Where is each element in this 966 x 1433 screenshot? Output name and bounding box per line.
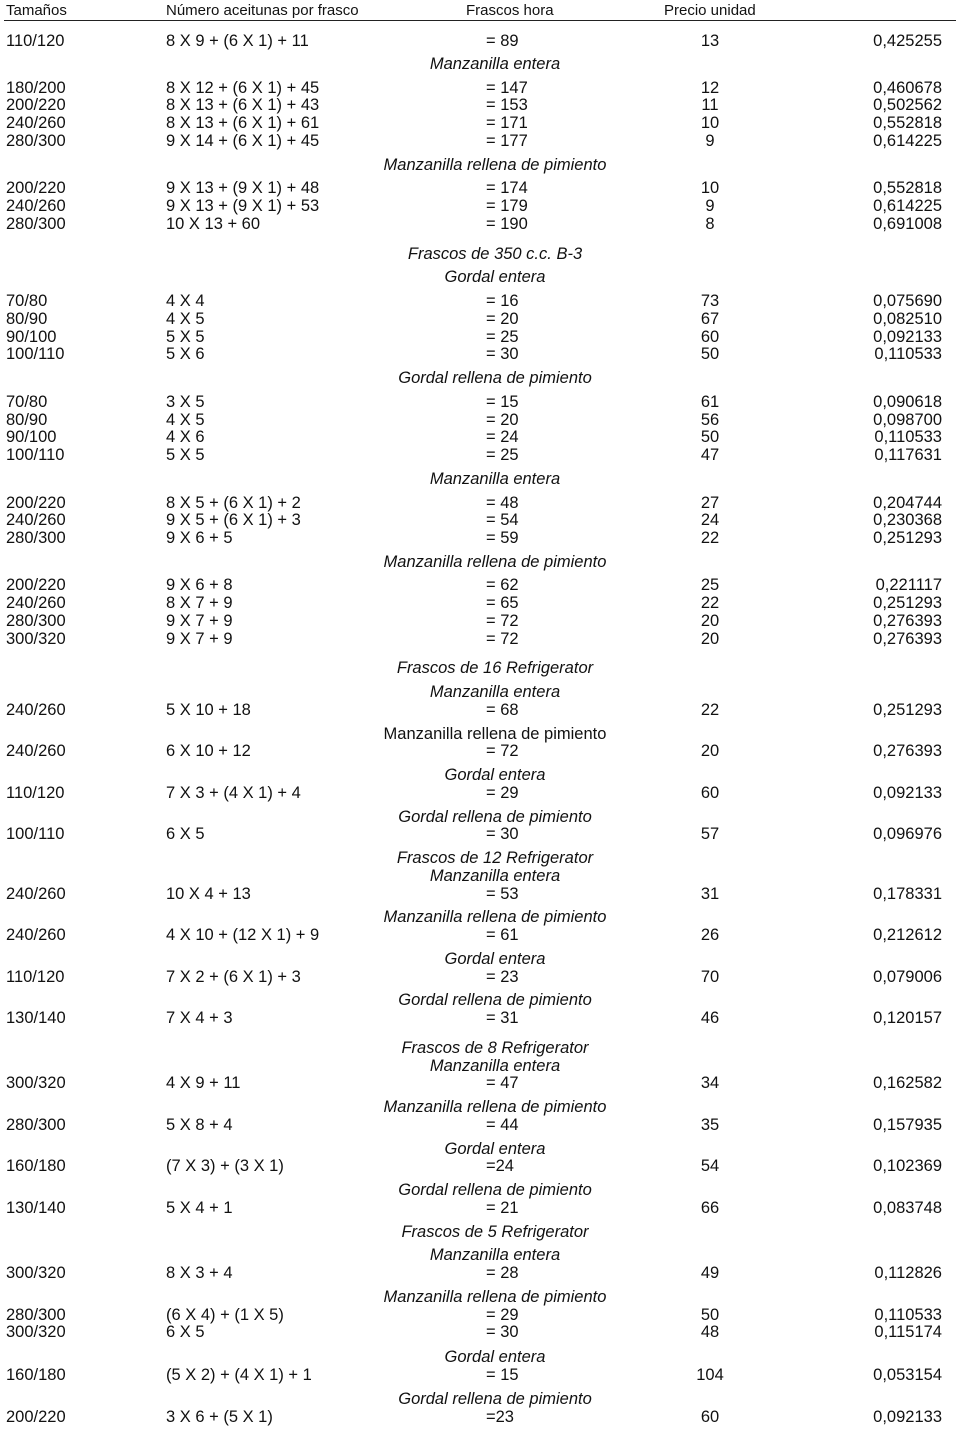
- table-row: [0, 576, 966, 594]
- cell-total: = 177: [486, 132, 528, 150]
- cell-price: 70: [700, 968, 720, 986]
- cell-unit-price: 0,425255: [873, 32, 942, 50]
- cell-unit-price: 0,204744: [873, 494, 942, 512]
- section-heading: Gordal entera: [444, 950, 546, 968]
- cell-unit-price: 0,083748: [873, 1199, 942, 1217]
- cell-formula: 5 X 5: [166, 328, 205, 346]
- cell-formula: 4 X 5: [166, 310, 205, 328]
- cell-unit-price: 0,090618: [873, 393, 942, 411]
- cell-formula: 5 X 8 + 4: [166, 1116, 233, 1134]
- section-heading: Frascos de 12 Refrigerator: [396, 849, 594, 867]
- cell-unit-price: 0,112826: [874, 1264, 942, 1282]
- cell-unit-price: 0,276393: [873, 612, 942, 630]
- cell-price: 22: [700, 529, 720, 547]
- table-row: [0, 1074, 966, 1092]
- cell-size: 200/220: [6, 96, 66, 114]
- cell-total: = 23: [486, 968, 519, 986]
- cell-size: 300/320: [6, 1074, 66, 1092]
- cell-unit-price: 0,230368: [873, 511, 942, 529]
- cell-total: = 30: [486, 1323, 519, 1341]
- cell-total: = 15: [486, 1366, 519, 1384]
- cell-formula: 7 X 2 + (6 X 1) + 3: [166, 968, 301, 986]
- cell-unit-price: 0,110533: [874, 345, 942, 363]
- cell-total: = 65: [486, 594, 519, 612]
- section-heading: Manzanilla rellena de pimiento: [383, 1098, 607, 1116]
- cell-size: 70/80: [6, 292, 48, 310]
- cell-formula: 4 X 5: [166, 411, 205, 429]
- table-row: [0, 1116, 966, 1134]
- cell-size: 110/120: [6, 784, 65, 802]
- cell-price: 104: [696, 1366, 724, 1384]
- cell-price: 50: [700, 1306, 720, 1324]
- cell-formula: 10 X 4 + 13: [166, 885, 251, 903]
- table-row: [0, 1264, 966, 1282]
- cell-price: 67: [700, 310, 720, 328]
- cell-unit-price: 0,276393: [873, 630, 942, 648]
- table-row: [0, 197, 966, 215]
- cell-formula: (7 X 3) + (3 X 1): [166, 1157, 284, 1175]
- cell-unit-price: 0,092133: [873, 1408, 942, 1426]
- cell-price: 13: [700, 32, 720, 50]
- table-row: [0, 393, 966, 411]
- cell-unit-price: 0,079006: [873, 968, 942, 986]
- cell-formula: 9 X 6 + 5: [166, 529, 233, 547]
- cell-total: = 54: [486, 511, 519, 529]
- cell-formula: 9 X 13 + (9 X 1) + 48: [166, 179, 320, 197]
- section-heading: Manzanilla entera: [429, 470, 561, 488]
- table-row: [0, 825, 966, 843]
- cell-total: = 31: [486, 1009, 519, 1027]
- cell-unit-price: 0,251293: [873, 701, 942, 719]
- cell-unit-price: 0,502562: [873, 96, 942, 114]
- section-heading: Manzanilla rellena de pimiento: [383, 725, 607, 743]
- table-row: [0, 345, 966, 363]
- cell-formula: 7 X 3 + (4 X 1) + 4: [166, 784, 301, 802]
- cell-formula: 9 X 7 + 9: [166, 630, 233, 648]
- table-row: [0, 1009, 966, 1027]
- cell-total: = 25: [486, 328, 519, 346]
- cell-size: 300/320: [6, 1323, 66, 1341]
- cell-total: = 48: [486, 494, 519, 512]
- section-heading: Gordal entera: [444, 1348, 546, 1366]
- section-heading: Manzanilla entera: [429, 683, 561, 701]
- section-heading: Manzanilla entera: [429, 867, 561, 885]
- cell-size: 100/110: [6, 825, 65, 843]
- cell-size: 70/80: [6, 393, 48, 411]
- cell-formula: 8 X 13 + (6 X 1) + 43: [166, 96, 320, 114]
- table-row: [0, 784, 966, 802]
- table-row: [0, 1366, 966, 1384]
- table-row: [0, 511, 966, 529]
- cell-formula: 8 X 3 + 4: [166, 1264, 233, 1282]
- cell-unit-price: 0,075690: [873, 292, 942, 310]
- cell-total: = 25: [486, 446, 519, 464]
- cell-price: 24: [700, 511, 720, 529]
- table-row: [0, 328, 966, 346]
- cell-price: 31: [700, 885, 720, 903]
- cell-unit-price: 0,120157: [873, 1009, 942, 1027]
- cell-total: = 20: [486, 310, 519, 328]
- cell-price: 46: [700, 1009, 720, 1027]
- section-heading: Frascos de 5 Refrigerator: [401, 1223, 589, 1241]
- table-row: [0, 926, 966, 944]
- cell-price: 35: [700, 1116, 720, 1134]
- cell-price: 10: [700, 179, 720, 197]
- cell-unit-price: 0,098700: [873, 411, 942, 429]
- cell-total: = 16: [486, 292, 519, 310]
- cell-price: 61: [700, 393, 720, 411]
- cell-size: 200/220: [6, 179, 66, 197]
- header-sizes: Tamaños: [6, 2, 67, 19]
- cell-price: 11: [701, 96, 719, 114]
- cell-total: = 179: [486, 197, 528, 215]
- cell-size: 280/300: [6, 529, 66, 547]
- table-row: [0, 630, 966, 648]
- cell-size: 160/180: [6, 1157, 66, 1175]
- cell-unit-price: 0,460678: [873, 79, 942, 97]
- cell-price: 49: [700, 1264, 720, 1282]
- cell-total: =23: [486, 1408, 514, 1426]
- cell-unit-price: 0,110533: [874, 1306, 942, 1324]
- section-heading: Gordal rellena de pimiento: [398, 991, 592, 1009]
- cell-total: = 153: [486, 96, 528, 114]
- cell-price: 54: [700, 1157, 720, 1175]
- cell-formula: 8 X 7 + 9: [166, 594, 233, 612]
- cell-unit-price: 0,115174: [874, 1323, 942, 1341]
- cell-price: 60: [700, 1408, 720, 1426]
- table-row: [0, 411, 966, 429]
- cell-size: 300/320: [6, 1264, 66, 1282]
- cell-price: 8: [705, 215, 715, 233]
- cell-unit-price: 0,614225: [873, 132, 942, 150]
- cell-price: 9: [705, 132, 715, 150]
- cell-size: 110/120: [6, 32, 65, 50]
- cell-price: 48: [700, 1323, 720, 1341]
- header-jars-per-hour: Frascos hora: [466, 2, 554, 19]
- cell-size: 240/260: [6, 926, 66, 944]
- cell-formula: 5 X 5: [166, 446, 205, 464]
- cell-unit-price: 0,102369: [873, 1157, 942, 1175]
- table-row: [0, 1199, 966, 1217]
- cell-size: 110/120: [6, 968, 65, 986]
- cell-price: 66: [700, 1199, 720, 1217]
- section-heading: Frascos de 8 Refrigerator: [401, 1039, 589, 1057]
- cell-unit-price: 0,614225: [873, 197, 942, 215]
- table-row: [0, 494, 966, 512]
- cell-size: 200/220: [6, 494, 66, 512]
- section-heading: Manzanilla rellena de pimiento: [383, 156, 607, 174]
- cell-formula: 4 X 6: [166, 428, 205, 446]
- cell-formula: 9 X 14 + (6 X 1) + 45: [166, 132, 320, 150]
- cell-formula: 6 X 10 + 12: [166, 742, 251, 760]
- cell-price: 73: [700, 292, 720, 310]
- cell-size: 300/320: [6, 630, 66, 648]
- cell-price: 26: [700, 926, 720, 944]
- table-row: [0, 428, 966, 446]
- section-heading: Gordal entera: [444, 766, 546, 784]
- cell-total: = 29: [486, 1306, 519, 1324]
- cell-price: 34: [700, 1074, 720, 1092]
- cell-formula: 9 X 7 + 9: [166, 612, 233, 630]
- table-row: [0, 742, 966, 760]
- cell-total: = 171: [486, 114, 528, 132]
- table-row: [0, 292, 966, 310]
- cell-total: = 174: [486, 179, 528, 197]
- cell-size: 90/100: [6, 328, 57, 346]
- cell-formula: 4 X 10 + (12 X 1) + 9: [166, 926, 320, 944]
- cell-total: = 20: [486, 411, 519, 429]
- cell-size: 160/180: [6, 1366, 66, 1384]
- section-heading: Gordal rellena de pimiento: [398, 808, 592, 826]
- cell-formula: 6 X 5: [166, 825, 205, 843]
- cell-total: = 24: [486, 428, 519, 446]
- cell-size: 80/90: [6, 411, 48, 429]
- cell-size: 240/260: [6, 511, 66, 529]
- table-row: [0, 310, 966, 328]
- cell-total: = 72: [486, 630, 519, 648]
- section-heading: Frascos de 350 c.c. B-3: [407, 245, 583, 263]
- table-row: [0, 594, 966, 612]
- cell-unit-price: 0,157935: [873, 1116, 942, 1134]
- table-row: [0, 1408, 966, 1426]
- cell-total: = 72: [486, 612, 519, 630]
- table-row: [0, 968, 966, 986]
- cell-price: 9: [705, 197, 715, 215]
- cell-price: 22: [700, 701, 720, 719]
- cell-total: = 62: [486, 576, 519, 594]
- table-row: [0, 79, 966, 97]
- cell-unit-price: 0,082510: [873, 310, 942, 328]
- cell-size: 90/100: [6, 428, 57, 446]
- cell-size: 130/140: [6, 1009, 66, 1027]
- cell-size: 240/260: [6, 197, 66, 215]
- section-heading: Gordal rellena de pimiento: [398, 1181, 592, 1199]
- cell-size: 130/140: [6, 1199, 66, 1217]
- cell-size: 240/260: [6, 742, 66, 760]
- cell-formula: 5 X 4 + 1: [166, 1199, 233, 1217]
- cell-size: 280/300: [6, 1116, 66, 1134]
- cell-total: = 47: [486, 1074, 519, 1092]
- cell-price: 57: [700, 825, 720, 843]
- cell-price: 22: [700, 594, 720, 612]
- cell-unit-price: 0,053154: [873, 1366, 942, 1384]
- cell-unit-price: 0,212612: [873, 926, 942, 944]
- cell-formula: 4 X 9 + 11: [166, 1074, 241, 1092]
- table-row: [0, 1157, 966, 1175]
- cell-formula: 5 X 10 + 18: [166, 701, 251, 719]
- cell-formula: 7 X 4 + 3: [166, 1009, 233, 1027]
- cell-unit-price: 0,276393: [873, 742, 942, 760]
- table-row: [0, 96, 966, 114]
- section-heading: Manzanilla rellena de pimiento: [383, 908, 607, 926]
- header-unit-price: Precio unidad: [664, 2, 756, 19]
- cell-formula: (5 X 2) + (4 X 1) + 1: [166, 1366, 312, 1384]
- cell-size: 280/300: [6, 612, 66, 630]
- cell-total: = 59: [486, 529, 519, 547]
- table-row: [0, 114, 966, 132]
- section-heading: Manzanilla rellena de pimiento: [383, 553, 607, 571]
- cell-formula: 9 X 6 + 8: [166, 576, 233, 594]
- cell-total: = 30: [486, 345, 519, 363]
- cell-price: 10: [700, 114, 720, 132]
- cell-price: 27: [700, 494, 720, 512]
- section-heading: Manzanilla entera: [429, 1246, 561, 1264]
- cell-total: = 68: [486, 701, 519, 719]
- cell-unit-price: 0,110533: [874, 428, 942, 446]
- cell-formula: 10 X 13 + 60: [166, 215, 261, 233]
- cell-price: 50: [700, 428, 720, 446]
- cell-formula: 6 X 5: [166, 1323, 205, 1341]
- cell-size: 240/260: [6, 885, 66, 903]
- cell-size: 180/200: [6, 79, 66, 97]
- table-row: [0, 32, 966, 50]
- cell-total: = 147: [486, 79, 528, 97]
- cell-formula: 3 X 6 + (5 X 1): [166, 1408, 273, 1426]
- cell-formula: 8 X 9 + (6 X 1) + 11: [166, 32, 309, 50]
- cell-total: = 44: [486, 1116, 519, 1134]
- cell-total: = 61: [486, 926, 519, 944]
- cell-unit-price: 0,251293: [873, 529, 942, 547]
- cell-size: 100/110: [6, 446, 65, 464]
- cell-formula: (6 X 4) + (1 X 5): [166, 1306, 284, 1324]
- cell-size: 200/220: [6, 576, 66, 594]
- header-rule: [4, 20, 956, 21]
- cell-formula: 4 X 4: [166, 292, 205, 310]
- cell-total: = 72: [486, 742, 519, 760]
- cell-formula: 8 X 12 + (6 X 1) + 45: [166, 79, 320, 97]
- section-heading: Gordal entera: [444, 268, 546, 286]
- cell-size: 280/300: [6, 1306, 66, 1324]
- table-row: [0, 529, 966, 547]
- cell-total: = 89: [486, 32, 519, 50]
- cell-size: 200/220: [6, 1408, 66, 1426]
- cell-price: 47: [700, 446, 720, 464]
- section-heading: Gordal rellena de pimiento: [398, 369, 592, 387]
- section-heading: Manzanilla entera: [429, 55, 561, 73]
- cell-total: = 53: [486, 885, 519, 903]
- section-heading: Manzanilla entera: [429, 1057, 561, 1075]
- cell-size: 240/260: [6, 114, 66, 132]
- cell-size: 100/110: [6, 345, 65, 363]
- cell-unit-price: 0,178331: [873, 885, 942, 903]
- header-olives-per-jar: Número aceitunas por frasco: [166, 2, 359, 19]
- cell-unit-price: 0,092133: [873, 328, 942, 346]
- cell-formula: 5 X 6: [166, 345, 205, 363]
- cell-size: 240/260: [6, 594, 66, 612]
- cell-price: 12: [700, 79, 720, 97]
- cell-unit-price: 0,096976: [873, 825, 942, 843]
- table-row: [0, 179, 966, 197]
- cell-price: 50: [700, 345, 720, 363]
- cell-price: 56: [700, 411, 720, 429]
- section-heading: Gordal rellena de pimiento: [398, 1390, 592, 1408]
- cell-size: 240/260: [6, 701, 66, 719]
- section-heading: Gordal entera: [444, 1140, 546, 1158]
- cell-unit-price: 0,552818: [873, 114, 942, 132]
- cell-price: 20: [700, 612, 720, 630]
- cell-total: =24: [486, 1157, 514, 1175]
- cell-size: 280/300: [6, 132, 66, 150]
- cell-unit-price: 0,117631: [874, 446, 942, 464]
- cell-unit-price: 0,552818: [873, 179, 942, 197]
- cell-price: 20: [700, 742, 720, 760]
- cell-total: = 29: [486, 784, 519, 802]
- cell-size: 280/300: [6, 215, 66, 233]
- cell-total: = 28: [486, 1264, 519, 1282]
- cell-formula: 9 X 5 + (6 X 1) + 3: [166, 511, 301, 529]
- cell-unit-price: 0,162582: [873, 1074, 942, 1092]
- table-row: [0, 612, 966, 630]
- table-row: [0, 701, 966, 719]
- cell-formula: 8 X 5 + (6 X 1) + 2: [166, 494, 301, 512]
- cell-price: 60: [700, 784, 720, 802]
- cell-unit-price: 0,691008: [873, 215, 942, 233]
- cell-total: = 21: [486, 1199, 519, 1217]
- cell-formula: 9 X 13 + (9 X 1) + 53: [166, 197, 320, 215]
- table-row: [0, 885, 966, 903]
- table-row: [0, 446, 966, 464]
- cell-price: 60: [700, 328, 720, 346]
- table-row: [0, 132, 966, 150]
- cell-formula: 8 X 13 + (6 X 1) + 61: [166, 114, 320, 132]
- cell-total: = 190: [486, 215, 528, 233]
- cell-price: 25: [700, 576, 720, 594]
- table-row: [0, 215, 966, 233]
- table-row: [0, 1323, 966, 1341]
- section-heading: Frascos de 16 Refrigerator: [396, 659, 594, 677]
- cell-unit-price: 0,092133: [873, 784, 942, 802]
- cell-price: 20: [700, 630, 720, 648]
- cell-total: = 15: [486, 393, 519, 411]
- table-row: [0, 1306, 966, 1324]
- cell-total: = 30: [486, 825, 519, 843]
- section-heading: Manzanilla rellena de pimiento: [383, 1288, 607, 1306]
- cell-unit-price: 0,221117: [875, 576, 942, 594]
- cell-formula: 3 X 5: [166, 393, 205, 411]
- cell-size: 80/90: [6, 310, 48, 328]
- cell-unit-price: 0,251293: [873, 594, 942, 612]
